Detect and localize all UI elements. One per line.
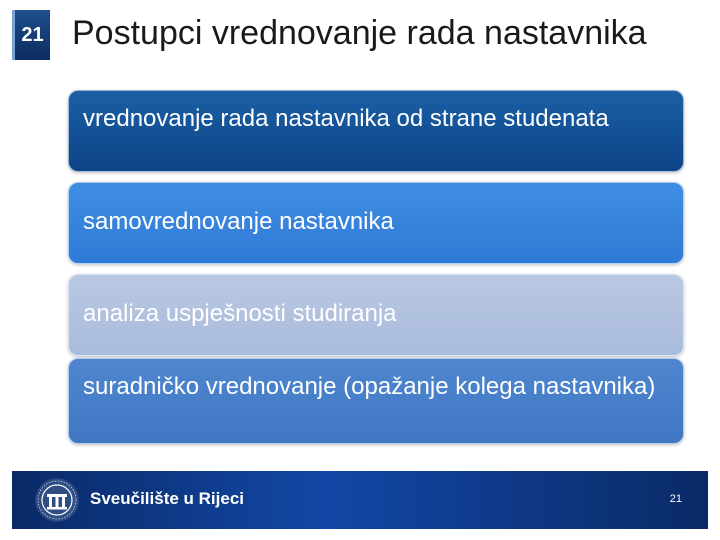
university-name: Sveučilište u Rijeci [90,489,245,508]
university-seal-icon [34,477,80,523]
list-item-label: analiza uspješnosti studiranja [83,300,397,327]
slide-title: Postupci vrednovanje rada nastavnika [72,14,647,52]
slide-number-badge [12,10,50,60]
footer-page-number: 21 [669,493,682,505]
list-item-label: samovrednovanje nastavnika [83,208,394,235]
list-item-label: vrednovanje rada nastavnika od strane studenata [83,105,609,132]
list-item [68,90,684,172]
list-item [68,274,684,356]
list-item-label: suradničko vrednovanje (opažanje kolega nastavnika) [83,373,656,400]
footer-bar [12,471,708,529]
slide-number: 21 [21,23,44,46]
list-item [68,182,684,264]
list-item [68,358,684,444]
